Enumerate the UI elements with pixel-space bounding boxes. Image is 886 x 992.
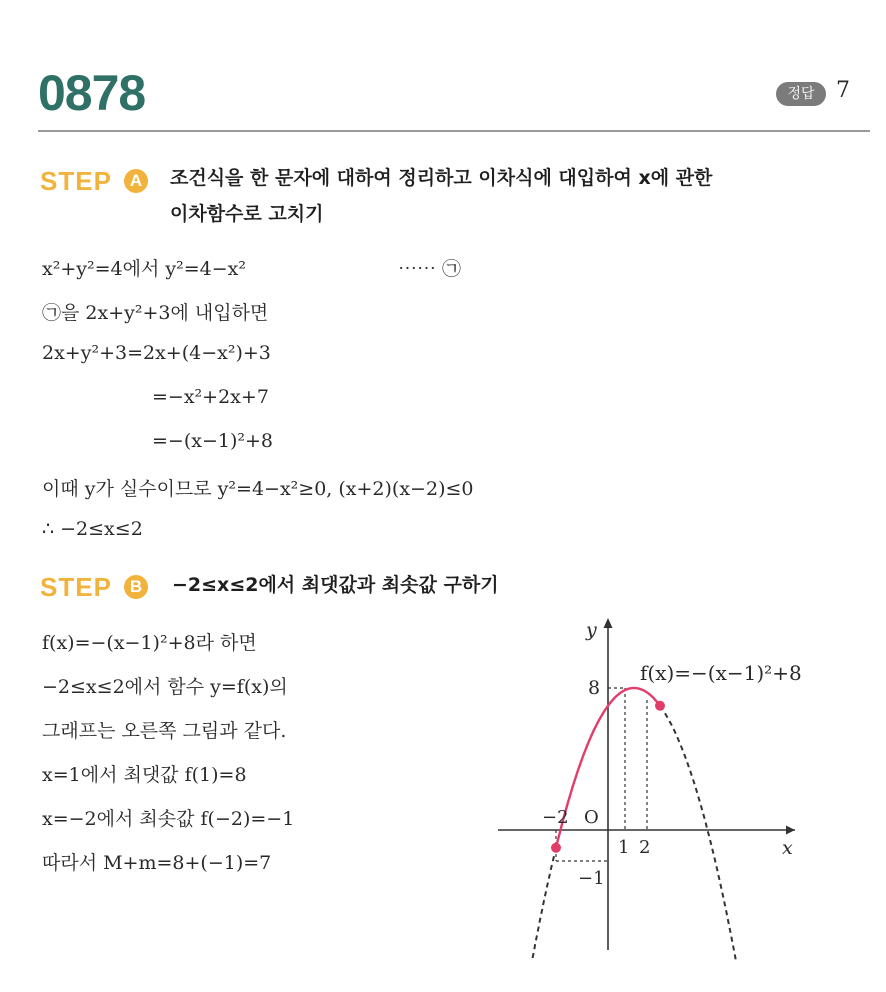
parabola-right-dashed xyxy=(660,706,743,960)
step-b-title: −2≤x≤2에서 최댓값과 최솟값 구하기 xyxy=(172,574,499,596)
step-b-line-2: −2≤x≤2에서 함수 y=f(x)의 xyxy=(42,676,288,698)
step-b-line-4: x=1에서 최댓값 f(1)=8 xyxy=(42,764,247,786)
step-a-marker-giyeok: ⋯⋯ ㉠ xyxy=(398,258,462,280)
origin-label: O xyxy=(584,807,599,828)
function-label: f(x)=−(x−1)²+8 xyxy=(640,661,802,685)
step-a-title-line2: 이차함수로 고치기 xyxy=(170,203,324,225)
step-a-badge: A xyxy=(124,169,148,193)
tick-label-neg1: −1 xyxy=(578,868,605,889)
step-b-line-3: 그래프는 오른쪽 그림과 같다. xyxy=(42,720,287,742)
step-b-line-6: 따라서 M+m=8+(−1)=7 xyxy=(42,852,272,874)
tick-label-1: 1 xyxy=(618,837,630,858)
step-a-line-1: x²+y²=4에서 y²=4−x² xyxy=(42,258,246,280)
min-point xyxy=(551,843,561,853)
answer-badge: 정답 xyxy=(776,82,826,106)
tick-label-2: 2 xyxy=(639,837,651,858)
step-b-line-1: f(x)=−(x−1)²+8라 하면 xyxy=(42,632,257,654)
x-axis-arrow-icon xyxy=(786,826,795,835)
parabola-graph xyxy=(490,610,820,960)
step-a-line-7: ∴ −2≤x≤2 xyxy=(42,518,143,540)
step-b-label: STEP xyxy=(40,572,112,602)
problem-number: 0878 xyxy=(38,65,146,121)
step-a-line-2: ㉠을 2x+y²+3에 내입하면 xyxy=(42,302,269,324)
parabola-left-dashed xyxy=(533,848,556,958)
step-a-line-4: =−x²+2x+7 xyxy=(152,386,269,408)
step-a-marker xyxy=(40,166,155,196)
y-axis-arrow-icon xyxy=(604,618,613,628)
step-b-line-5: x=−2에서 최솟값 f(−2)=−1 xyxy=(42,808,295,830)
step-a-line-3: 2x+y²+3=2x+(4−x²)+3 xyxy=(42,342,271,364)
y-axis-label: y xyxy=(586,619,597,641)
step-a-line-5: =−(x−1)²+8 xyxy=(152,430,274,452)
endpoint-x2 xyxy=(655,701,665,711)
x-axis-label: x xyxy=(782,837,793,859)
step-a-title-line1: 조건식을 한 문자에 대하여 정리하고 이차식에 대입하여 x에 관한 xyxy=(170,167,713,189)
step-a-line-6: 이때 y가 실수이므로 y²=4−x²≥0, (x+2)(x−2)≤0 xyxy=(42,478,474,500)
tick-label-8: 8 xyxy=(588,677,601,699)
header-divider xyxy=(38,130,870,132)
step-a-label: STEP xyxy=(40,166,112,196)
answer-value: 7 xyxy=(836,78,850,103)
step-b-badge: B xyxy=(124,575,148,599)
tick-label-neg2: −2 xyxy=(542,807,569,828)
step-b-marker xyxy=(40,572,155,602)
